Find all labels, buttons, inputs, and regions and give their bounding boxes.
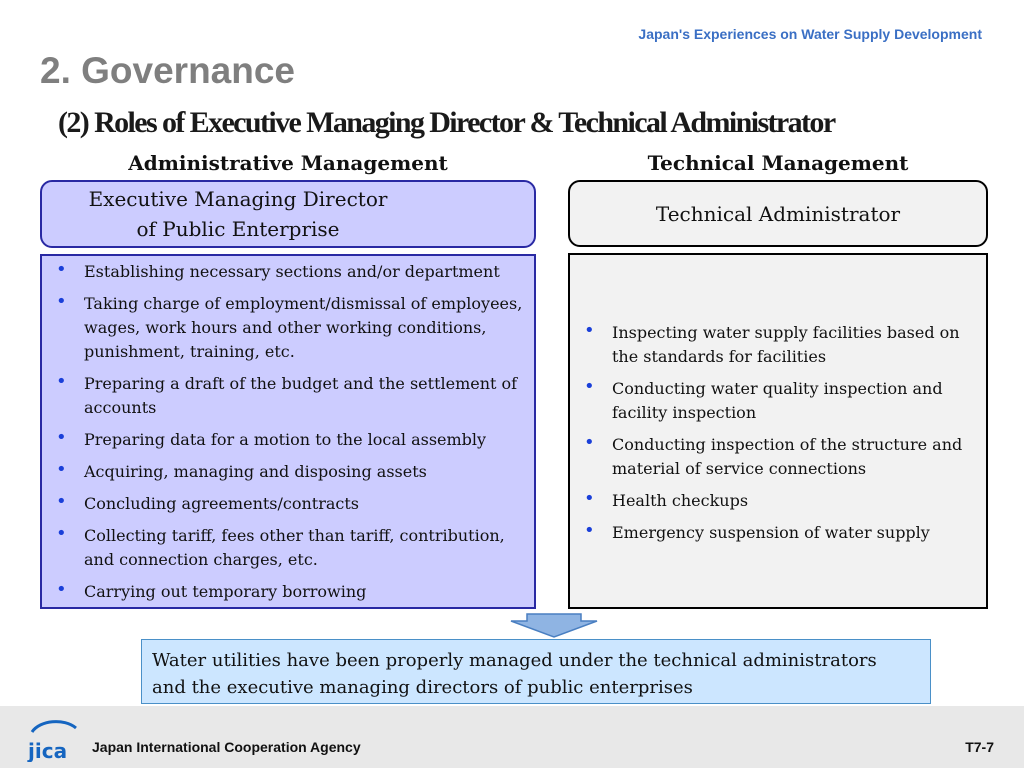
duty-text: Inspecting water supply facilities based on the standards for facilities	[612, 323, 960, 366]
list-item	[580, 433, 976, 481]
bullet-icon: •	[56, 427, 67, 448]
bullet-icon: •	[584, 376, 595, 397]
list-item	[52, 260, 524, 284]
duty-text: Concluding agreements/contracts	[84, 494, 360, 513]
bullet-icon: •	[584, 520, 595, 541]
conclusion-box: Water utilities have been properly managed under the technical administrators and the executive managing directors of public enterprises	[141, 639, 931, 704]
bullet-icon: •	[56, 523, 67, 544]
duty-text: Conducting water quality inspection and facility inspection	[612, 379, 943, 422]
bullet-icon: •	[56, 579, 67, 600]
list-item	[52, 492, 524, 516]
bullet-icon: •	[56, 371, 67, 392]
list-item	[52, 460, 524, 484]
list-item	[52, 580, 524, 604]
duty-text: Acquiring, managing and disposing assets	[84, 462, 427, 481]
jica-logo-text: jica	[28, 739, 68, 762]
executive-director-box	[40, 180, 536, 248]
duty-text: Preparing data for a motion to the local assembly	[84, 430, 487, 449]
duty-text: Conducting inspection of the structure and material of service connections	[612, 435, 963, 478]
bullet-icon: •	[56, 259, 67, 280]
header-tagline: Japan's Experiences on Water Supply Development	[638, 26, 982, 42]
bullet-icon: •	[56, 459, 67, 480]
technical-administrator-label: Technical Administrator	[655, 201, 901, 226]
list-item	[52, 372, 524, 420]
technical-heading: Technical Management	[647, 151, 909, 175]
technical-duties-box	[568, 253, 988, 609]
duty-text: Health checkups	[612, 491, 749, 510]
list-item	[52, 292, 524, 364]
administrative-duties-box	[40, 254, 536, 609]
duty-text: Preparing a draft of the budget and the settlement of accounts	[84, 374, 518, 417]
slide-number: T7-7	[965, 739, 994, 755]
technical-administrator-box	[568, 180, 988, 247]
list-item	[52, 524, 524, 572]
technical-duties-list	[580, 321, 976, 545]
list-item	[580, 521, 976, 545]
list-item	[580, 321, 976, 369]
bullet-icon: •	[56, 491, 67, 512]
bullet-icon: •	[584, 488, 595, 509]
administrative-heading: Administrative Management	[128, 151, 448, 175]
footer	[0, 706, 1024, 768]
duty-text: Establishing necessary sections and/or department	[84, 262, 500, 281]
administrative-duties-list	[52, 260, 524, 604]
bullet-icon: •	[584, 432, 595, 453]
executive-director-label: Executive Managing Director of Public Enterprise	[88, 187, 388, 241]
list-item	[52, 428, 524, 452]
bullet-icon: •	[56, 291, 67, 312]
slide-title: (2) Roles of Executive Managing Director & Technical Administrator	[58, 106, 835, 139]
list-item	[580, 489, 976, 513]
agency-name: Japan International Cooperation Agency	[92, 739, 361, 755]
duty-text: Taking charge of employment/dismissal of employees, wages, work hours and other working conditions, punishment, training, etc.	[84, 294, 523, 361]
list-item	[580, 377, 976, 425]
duty-text: Emergency suspension of water supply	[612, 523, 930, 542]
jica-logo-icon	[26, 718, 78, 762]
section-title: 2. Governance	[40, 50, 296, 91]
duty-text: Collecting tariff, fees other than tariff, contribution, and connection charges, etc.	[84, 526, 505, 569]
down-arrow-icon	[509, 613, 599, 638]
bullet-icon: •	[584, 320, 595, 341]
duty-text: Carrying out temporary borrowing	[84, 582, 367, 601]
